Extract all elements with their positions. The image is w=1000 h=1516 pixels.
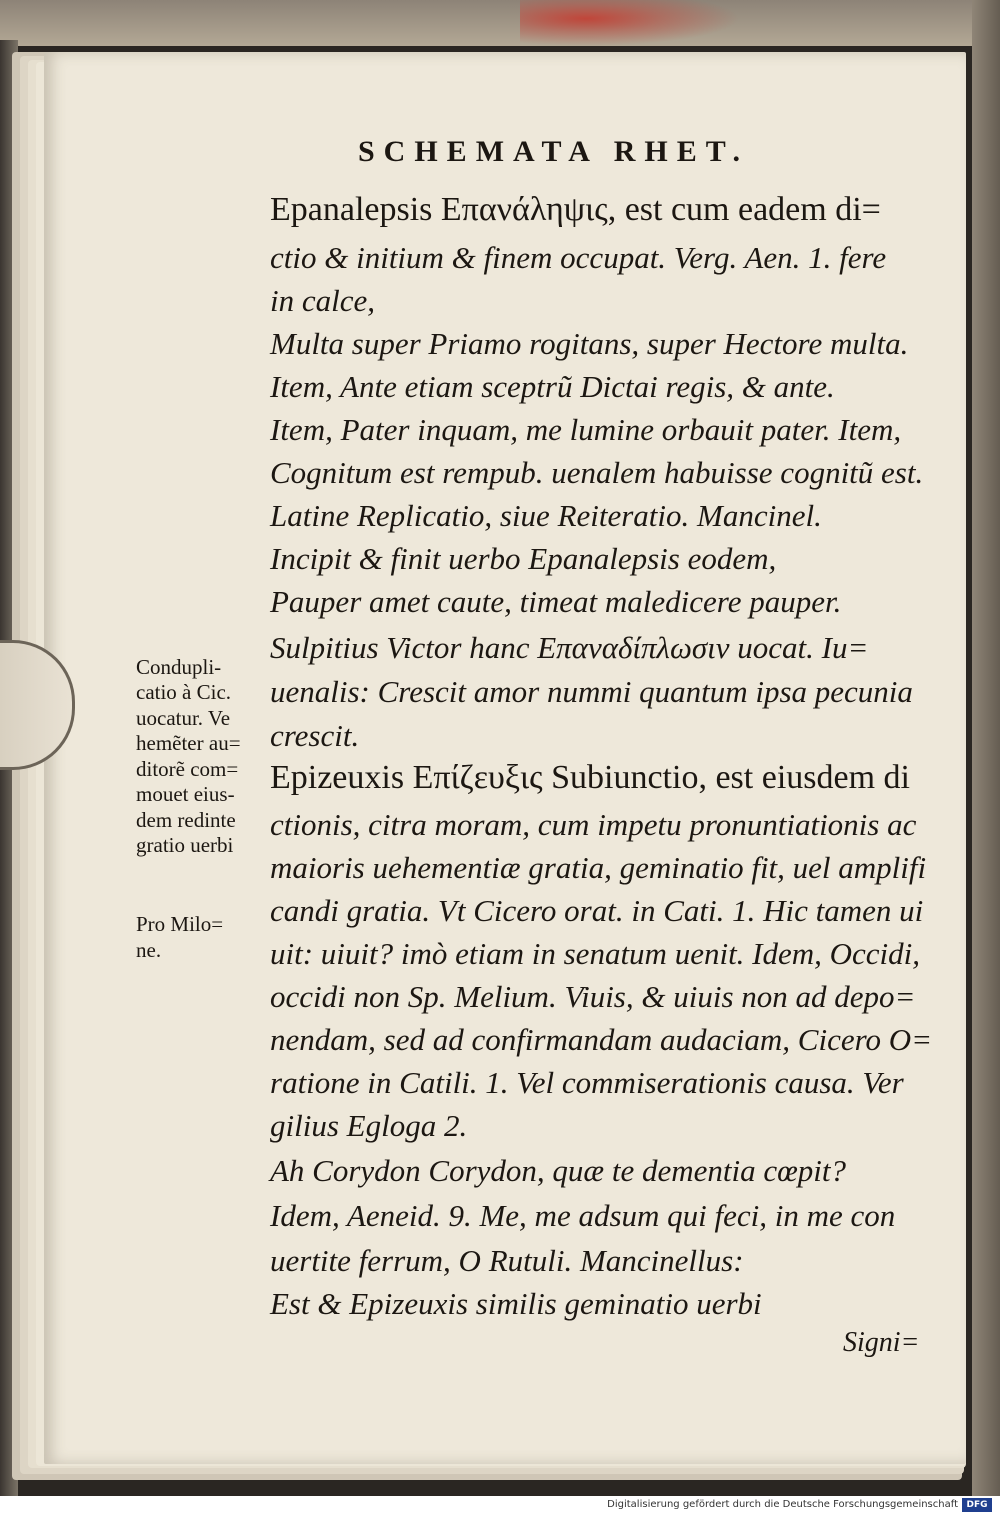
text-line: Idem, Aeneid. 9. Me, me adsum qui feci, in me con bbox=[270, 1198, 896, 1233]
funding-credit: Digitalisierung gefördert durch die Deutsche Forschungsgemeinschaft bbox=[607, 1499, 958, 1510]
text-line: crescit. bbox=[270, 718, 360, 753]
text-line: Cognitum est rempub. uenalem habuisse cognitũ est. bbox=[270, 455, 924, 490]
cover-red-stain bbox=[520, 0, 740, 46]
marginal-note-line: uocatur. Ve bbox=[136, 706, 231, 730]
text-line: uit: uiuit? imò etiam in senatum uenit. Idem, Occidi, bbox=[270, 936, 921, 971]
text-line: Epizeuxis Επίζευξις Subiunctio, est eiusdem di bbox=[270, 759, 910, 796]
dfg-logo: DFG bbox=[962, 1498, 992, 1512]
text-line: Item, Pater inquam, me lumine orbauit pater. Item, bbox=[270, 412, 902, 447]
marginal-note-line: Pro Milo= bbox=[136, 912, 224, 936]
catchword: Signi= bbox=[843, 1327, 920, 1358]
marginal-note-line: Condupli- bbox=[136, 655, 222, 679]
marginal-note-line: ditorẽ com= bbox=[136, 757, 239, 781]
marginal-note-line: mouet eius- bbox=[136, 782, 235, 806]
text-line: Sulpitius Victor hanc Επαναδίπλωσιν uocat. Iu= bbox=[270, 630, 869, 665]
text-line: Multa super Priamo rogitans, super Hectore multa. bbox=[270, 326, 909, 361]
marginal-note-line: catio à Cic. bbox=[136, 680, 232, 704]
text-line: ratione in Catili. 1. Vel commiserationis causa. Ver bbox=[270, 1065, 904, 1100]
text-line: Est & Epizeuxis similis geminatio uerbi bbox=[270, 1286, 762, 1321]
marginal-note-line: hemẽter au= bbox=[136, 731, 241, 755]
text-line: maioris uehementiæ gratia, geminatio fit, uel amplifi bbox=[270, 850, 927, 885]
text-line: candi gratia. Vt Cicero orat. in Cati. 1. Hic tamen ui bbox=[270, 893, 924, 928]
text-line: Item, Ante etiam sceptrũ Dictai regis, & ante. bbox=[270, 369, 835, 404]
text-line: nendam, sed ad confirmandam audaciam, Cicero O= bbox=[270, 1022, 933, 1057]
marginal-note-line: dem redinte bbox=[136, 808, 236, 832]
text-line: ctionis, citra moram, cum impetu pronuntiationis ac bbox=[270, 807, 917, 842]
text-line: uenalis: Crescit amor nummi quantum ipsa pecunia bbox=[270, 674, 913, 709]
book-cover-right bbox=[972, 0, 1000, 1496]
book-cover-top bbox=[0, 0, 1000, 46]
text-line: Epanalepsis Επανάληψις, est cum eadem di= bbox=[270, 191, 881, 228]
marginal-note-line: ne. bbox=[136, 938, 162, 962]
text-line: gilius Egloga 2. bbox=[270, 1108, 468, 1143]
text-line: occidi non Sp. Melium. Viuis, & uiuis non ad depo= bbox=[270, 979, 916, 1014]
text-line: Incipit & finit uerbo Epanalepsis eodem, bbox=[270, 541, 777, 576]
text-line: in calce, bbox=[270, 283, 376, 318]
text-line: uertite ferrum, O Rutuli. Mancinellus: bbox=[270, 1243, 744, 1278]
text-line: Ah Corydon Corydon, quæ te dementia cœpit? bbox=[270, 1153, 847, 1188]
footer-bar bbox=[0, 1496, 1000, 1516]
text-line: ctio & initium & finem occupat. Verg. Aen. 1. fere bbox=[270, 240, 887, 275]
marginal-note-line: gratio uerbi bbox=[136, 833, 234, 857]
text-line: Pauper amet caute, timeat maledicere pauper. bbox=[270, 584, 842, 619]
text-line: Latine Replicatio, siue Reiteratio. Mancinel. bbox=[270, 498, 822, 533]
running-head: SCHEMATA RHET. bbox=[358, 135, 750, 168]
